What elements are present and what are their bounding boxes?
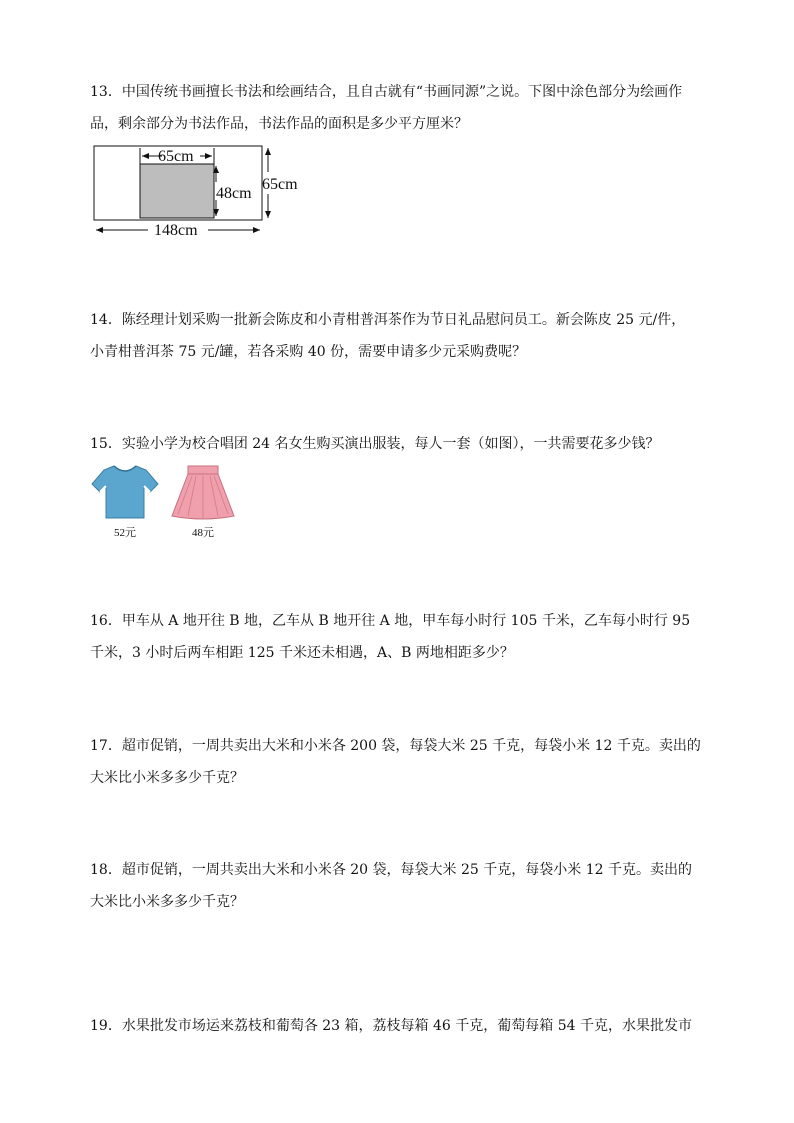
question-18-line-1: 18．超市促销，一周共卖出大米和小米各 20 袋，每袋大米 25 千克，每袋小米 12 千克。卖出的 [90, 862, 692, 878]
question-18-line-2: 大米比小米多多少千克？ [90, 894, 244, 910]
question-14-line-2: 小青柑普洱茶 75 元/罐，若各采购 40 份，需要申请多少元采购费呢？ [90, 344, 527, 360]
question-17-line-2: 大米比小米多多少千克？ [90, 770, 244, 786]
question-16-line-1: 16．甲车从 A 地开往 B 地，乙车从 B 地开往 A 地，甲车每小时行 105 千米，乙车每小时行 95 [90, 613, 691, 629]
shirt-item [90, 462, 160, 542]
shirt-icon [90, 462, 160, 522]
skirt-item [168, 462, 238, 542]
inner-height-label: 48cm [216, 185, 252, 202]
question-15-line-1: 15．实验小学为校合唱团 24 名女生购买演出服装，每人一套（如图），一共需要花多少钱？ [90, 436, 660, 452]
question-16-line-2: 千米，3 小时后两车相距 125 千米还未相遇，A、B 两地相距多少？ [90, 645, 514, 661]
question-14-line-1: 14．陈经理计划采购一批新会陈皮和小青柑普洱茶作为节日礼品慰问员工。新会陈皮 25 元/件， [90, 312, 686, 328]
painted-area [140, 164, 214, 218]
question-13 [90, 76, 720, 140]
question-18 [90, 854, 720, 918]
question-19 [90, 1010, 720, 1042]
skirt-price: 48元 [192, 527, 214, 539]
question-17-line-1: 17．超市促销，一周共卖出大米和小米各 200 袋，每袋大米 25 千克，每袋小米 12 千克。卖出的 [90, 738, 701, 754]
inner-width-label: 65cm [158, 148, 194, 165]
outer-width-label: 148cm [154, 222, 198, 238]
question-13-line-2: 品，剩余部分为书法作品，书法作品的面积是多少平方厘米？ [90, 116, 468, 132]
question-13-line-1: 13．中国传统书画擅长书法和绘画结合，且自古就有“书画同源”之说。下图中涂色部分为绘画作 [90, 84, 683, 100]
question-16 [90, 605, 720, 669]
skirt-icon [168, 462, 238, 522]
outer-height-label: 65cm [262, 176, 298, 193]
question-14 [90, 304, 720, 368]
question-15 [90, 428, 720, 460]
calligraphy-painting-diagram [92, 142, 312, 238]
question-19-line-1: 19．水果批发市场运来荔枝和葡萄各 23 箱，荔枝每箱 46 千克，葡萄每箱 54 千克，水果批发市 [90, 1018, 692, 1034]
shirt-price: 52元 [114, 527, 136, 539]
question-17 [90, 730, 720, 794]
